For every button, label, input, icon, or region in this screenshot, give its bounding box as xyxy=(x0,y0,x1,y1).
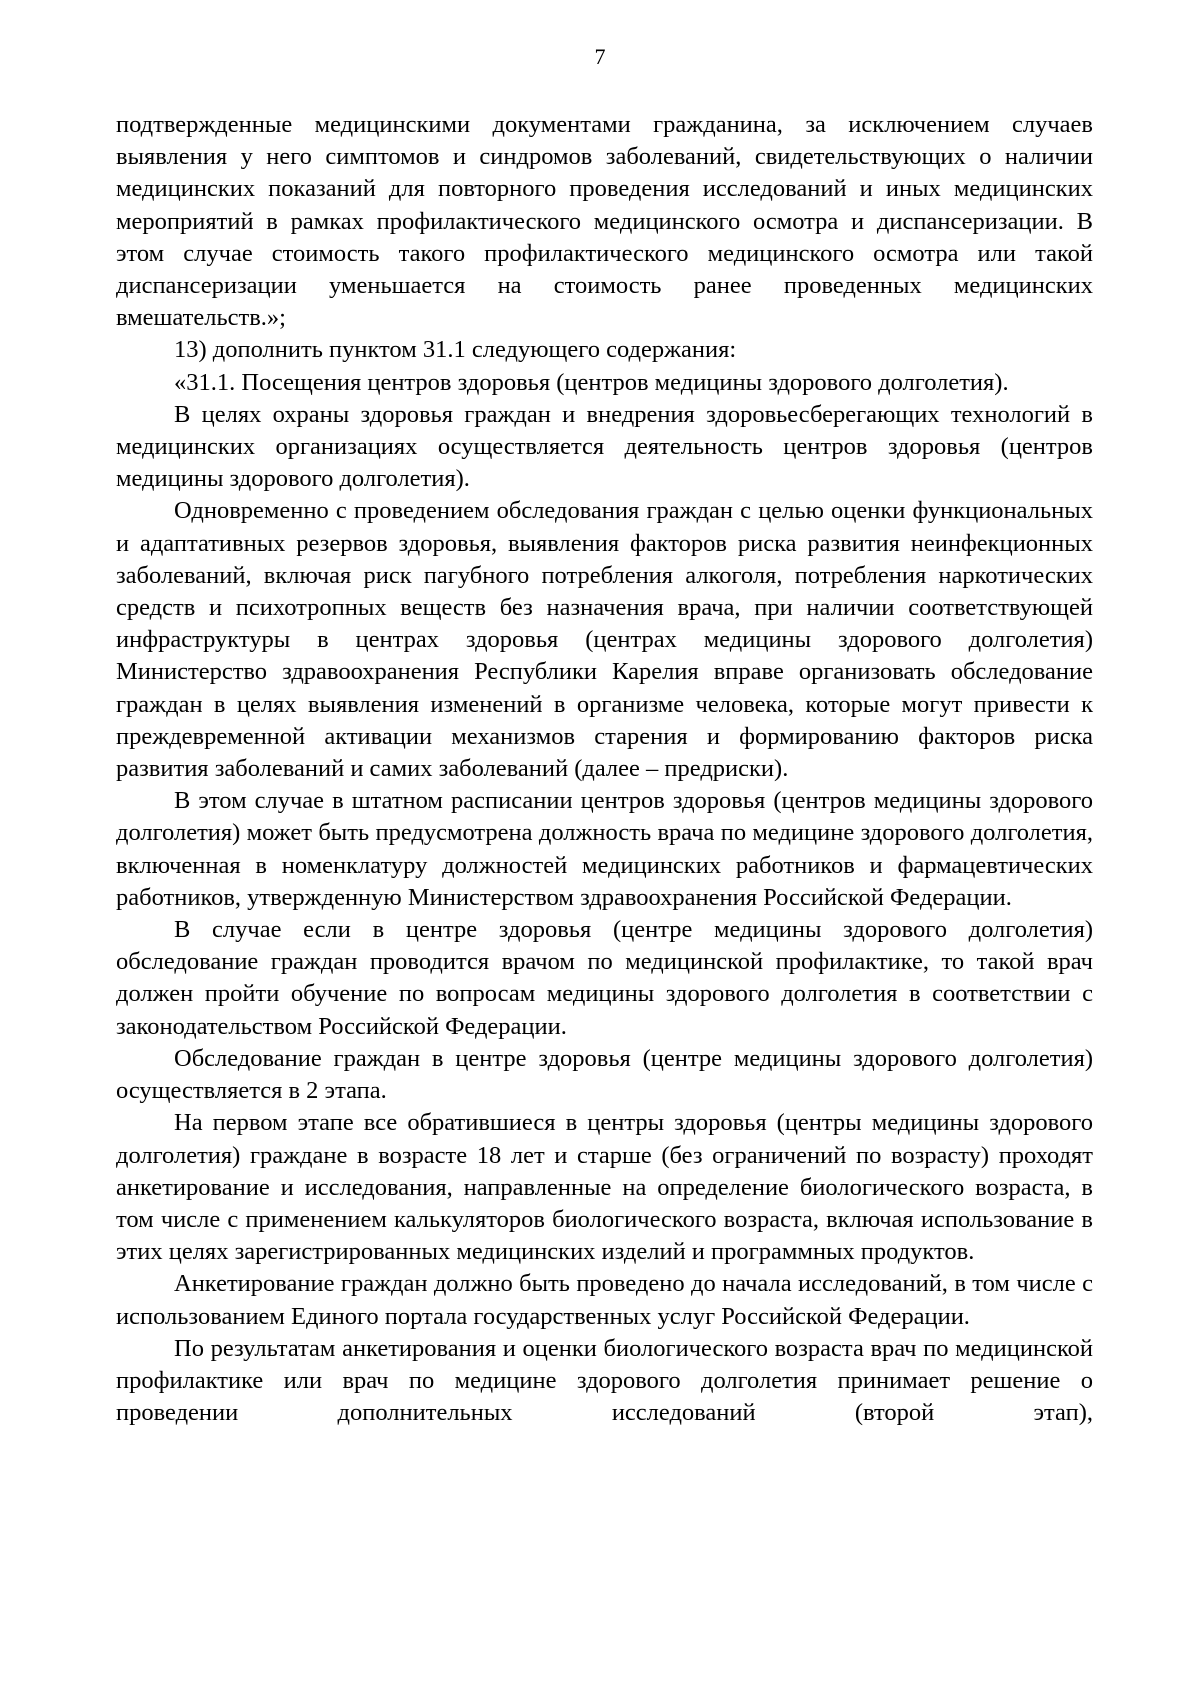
paragraph: В случае если в центре здоровья (центре медицины здорового долголетия) обследование граждан проводится врачом по медицинской профилактике, то такой врач должен пройти обучение по вопросам медицины здорового долголетия в соответствии с законодательством Российской Федерации. xyxy=(116,916,1093,1040)
paragraph-item-13: 13) дополнить пунктом 31.1 следующего содержания: xyxy=(174,336,737,364)
paragraph: В целях охраны здоровья граждан и внедрения здоровьесберегающих технологий в медицинских организациях осуществляется деятельность центров здоровья (центров медицины здорового долголетия). xyxy=(116,400,1093,493)
paragraph: Обследование граждан в центре здоровья (центре медицины здорового долголетия) осуществляется в 2 этапа. xyxy=(116,1044,1093,1105)
paragraph-continuation: подтвержденные медицинскими документами гражданина, за исключением случаев выявления у него симптомов и синдромов заболеваний, свидетельствующих о наличии медицинских показаний для повторного проведения исследований и иных медицинских мероприятий в рамках профилактического медицинского осмотра и диспансеризации. В этом случае стоимость такого профилактического медицинского осмотра или такой диспансеризации уменьшается на стоимость ранее проведенных медицинских вмешательств.»; xyxy=(116,111,1093,332)
paragraph: Анкетирование граждан должно быть проведено до начала исследований, в том числе с использованием Единого портала государственных услуг Российской Федерации. xyxy=(116,1270,1093,1330)
paragraph: В этом случае в штатном расписании центров здоровья (центров медицины здорового долголетия) может быть предусмотрена должность врача по медицине здорового долголетия, включенная в номенклатуру должностей медицинских работников и фармацевтических работников, утвержденную Министерством здравоохранения Российской Федерации. xyxy=(116,787,1093,911)
page-number: 7 xyxy=(594,44,606,69)
document-body xyxy=(116,109,1093,1429)
paragraph: На первом этапе все обратившиеся в центры здоровья (центры медицины здорового долголетия) граждане в возрасте 18 лет и старше (без ограничений по возрасту) проходят анкетирование и исследования, направленные на определение биологического возраста, в том числе с применением калькуляторов биологического возраста, включая использование в этих целях зарегистрированных медицинских изделий и программных продуктов. xyxy=(116,1109,1093,1266)
paragraph-section-title: «31.1. Посещения центров здоровья (центров медицины здорового долголетия). xyxy=(174,368,1009,396)
paragraph-continues-next-page: По результатам анкетирования и оценки биологического возраста врач по медицинской профилактике или врач по медицине здорового долголетия принимает решение о проведении дополнительных исследований (второй этап), xyxy=(116,1334,1093,1427)
paragraph: Одновременно с проведением обследования граждан с целью оценки функциональных и адаптативных резервов здоровья, выявления факторов риска развития неинфекционных заболеваний, включая риск пагубного потребления алкоголя, потребления наркотических средств и психотропных веществ без назначения врача, при наличии соответствующей инфраструктуры в центрах здоровья (центрах медицины здорового долголетия) Министерство здравоохранения Республики Карелия вправе организовать обследование граждан в целях выявления изменений в организме человека, которые могут привести к преждевременной активации механизмов старения и формированию факторов риска развития заболеваний и самих заболеваний (далее – предриски). xyxy=(116,497,1093,783)
